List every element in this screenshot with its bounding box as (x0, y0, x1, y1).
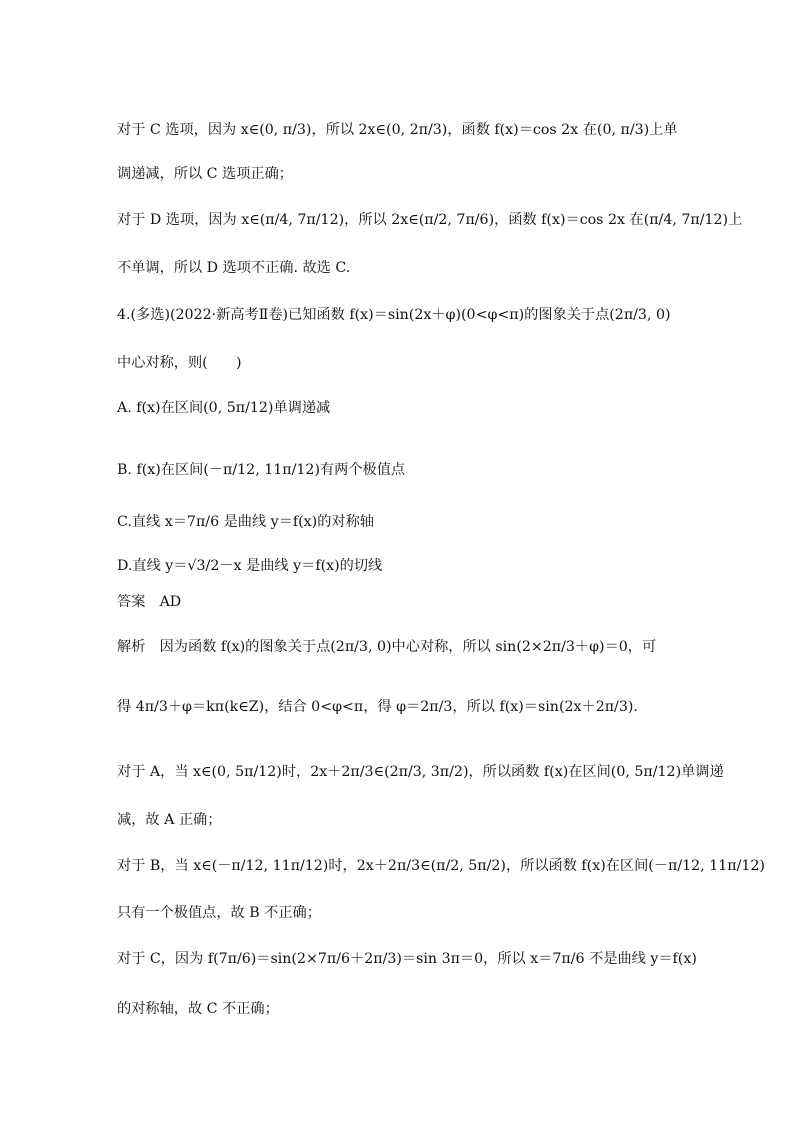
option-a: A. f(x)在区间(0, 5π/12)单调递减 (117, 400, 331, 416)
option-d: D.直线 y＝√3/2－x 是曲线 y＝f(x)的切线 (117, 558, 383, 574)
text-line: 调递减，所以 C 选项正确； (117, 166, 293, 182)
analysis-line: 只有一个极值点，故 B 不正确； (117, 905, 321, 921)
analysis-line: 对于 B，当 x∈(－π/12, 11π/12)时，2x＋2π/3∈(π/2, 5π/2)，所以函数 f(x)在区间(－π/12, 11π/12) (117, 858, 765, 874)
analysis-line: 减，故 A 正确； (117, 812, 222, 828)
analysis-line: 解析 因为函数 f(x)的图象关于点(2π/3, 0)中心对称，所以 sin(2×2π/3＋φ)＝0，可 (117, 639, 657, 655)
analysis-line: 得 4π/3＋φ＝kπ(k∈Z)，结合 0<φ<π，得 φ＝2π/3，所以 f(x)＝sin(2x＋2π/3). (117, 699, 638, 715)
text-line: 不单调，所以 D 选项不正确. 故选 C. (117, 260, 351, 276)
analysis-line: 对于 A，当 x∈(0, 5π/12)时，2x＋2π/3∈(2π/3, 3π/2)，所以函数 f(x)在区间(0, 5π/12)单调递 (117, 764, 724, 780)
option-b: B. f(x)在区间(－π/12, 11π/12)有两个极值点 (117, 462, 406, 478)
text-line: 对于 D 选项，因为 x∈(π/4, 7π/12)，所以 2x∈(π/2, 7π/6)，函数 f(x)＝cos 2x 在(π/4, 7π/12)上 (117, 212, 743, 228)
answer: 答案 AD (117, 594, 182, 610)
question-stem: 中心对称，则( ) (117, 355, 242, 371)
option-c: C.直线 x＝7π/6 是曲线 y＝f(x)的对称轴 (117, 514, 374, 530)
analysis-line: 的对称轴，故 C 不正确； (117, 1001, 279, 1017)
question-stem: 4.(多选)(2022·新高考Ⅱ卷)已知函数 f(x)＝sin(2x＋φ)(0<φ<π)的图象关于点(2π/3, 0) (117, 307, 671, 323)
analysis-line: 对于 C，因为 f(7π/6)＝sin(2×7π/6＋2π/3)＝sin 3π＝0，所以 x＝7π/6 不是曲线 y＝f(x) (117, 951, 697, 967)
text-line: 对于 C 选项，因为 x∈(0, π/3)，所以 2x∈(0, 2π/3)，函数 f(x)＝cos 2x 在(0, π/3)上单 (117, 122, 678, 138)
